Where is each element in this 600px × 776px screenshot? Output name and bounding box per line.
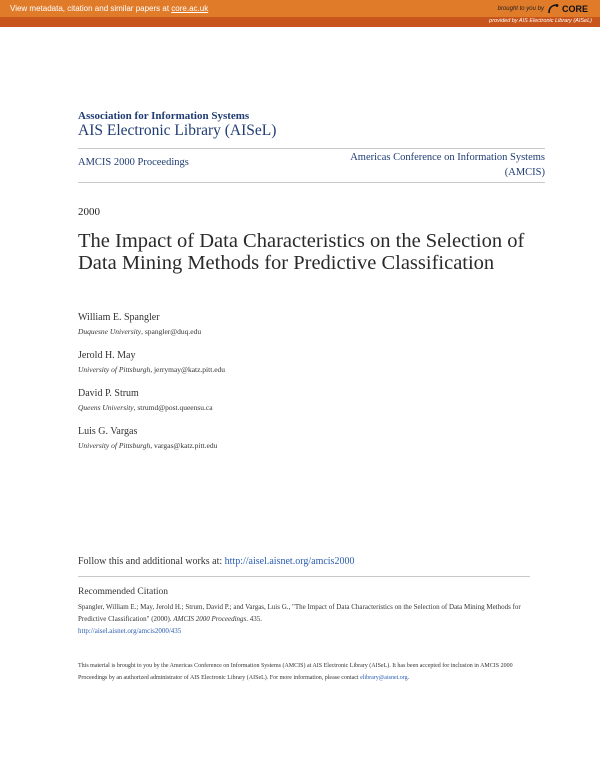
author-name: William E. Spangler [78,312,160,323]
author-entry [78,388,213,412]
conference-link[interactable] [305,150,545,180]
author-entry [78,426,217,450]
follow-link[interactable]: http://aisel.aisnet.org/amcis2000 [224,556,355,567]
divider [78,148,545,149]
author-email: , vargas@katz.pitt.edu [150,441,218,450]
author-entry [78,312,201,336]
author-affiliation [78,403,213,412]
library-name[interactable]: AIS Electronic Library (AISeL) [78,122,277,139]
author-name: Jerold H. May [78,350,136,361]
provided-strip [0,17,600,27]
author-institution: Duquesne University [78,327,142,336]
author-institution: University of Pittsburgh [78,365,151,374]
recommended-citation-heading: Recommended Citation [78,587,168,597]
citation-proceedings: AMCIS 2000 Proceedings [173,615,247,623]
core-link[interactable]: core.ac.uk [171,4,209,13]
author-email: , strumd@post.queensu.ca [133,403,213,412]
metadata-notice [10,4,208,13]
proceedings-link[interactable]: AMCIS 2000 Proceedings [78,157,189,168]
note-body: This material is brought to you by the Americas Conference on Information Systems (AMCIS) at AIS Electronic Library (AISeL). It has been accepted for inclusion in AMCIS 2000 Proceedings by an authorized administrator of AIS Electronic Library (AISeL). For more information, please contact [78,663,513,681]
contact-email-link[interactable]: elibrary@aisnet.org [360,675,408,681]
conference-line-2: (AMCIS) [504,167,545,178]
divider [78,182,545,183]
core-logo-icon [547,3,559,15]
follow-text: Follow this and additional works at: [78,556,225,567]
core-label: CORE [561,4,588,14]
author-affiliation [78,327,201,336]
metadata-text: View metadata, citation and similar papers at [10,4,170,13]
citation-text [78,601,528,637]
divider [78,576,530,577]
provided-text: provided by AIS Electronic Library (AISeL) [489,18,592,24]
author-email: , spangler@duq.edu [141,327,202,336]
paper-title: The Impact of Data Characteristics on the Selection of Data Mining Methods for Predictive Classification [78,230,525,274]
author-email: , jerrymay@katz.pitt.edu [150,365,226,374]
author-affiliation [78,441,217,450]
citation-tail: . 435. [246,615,262,623]
author-name: Luis G. Vargas [78,426,138,437]
note-end: . [407,675,410,681]
brought-text: brought to you by [497,6,544,12]
core-brand[interactable] [498,2,588,16]
author-institution: Queens University [78,403,134,412]
association-name[interactable]: Association for Information Systems [78,110,250,122]
rights-note [78,660,528,684]
publication-year: 2000 [78,206,100,218]
citation-link[interactable]: http://aisel.aisnet.org/amcis2000/435 [78,627,182,635]
author-affiliation [78,365,225,374]
author-entry [78,350,225,374]
author-institution: University of Pittsburgh [78,441,151,450]
conference-line-1: Americas Conference on Information Systems [350,152,545,163]
follow-line [78,556,354,567]
author-name: David P. Strum [78,388,139,399]
citation-body: Spangler, William E.; May, Jerold H.; Strum, David P.; and Vargas, Luis G., "The Impact of Data Characteristics on the Selection of Data Mining Methods for Predictive Classification" (2000). [78,603,521,623]
